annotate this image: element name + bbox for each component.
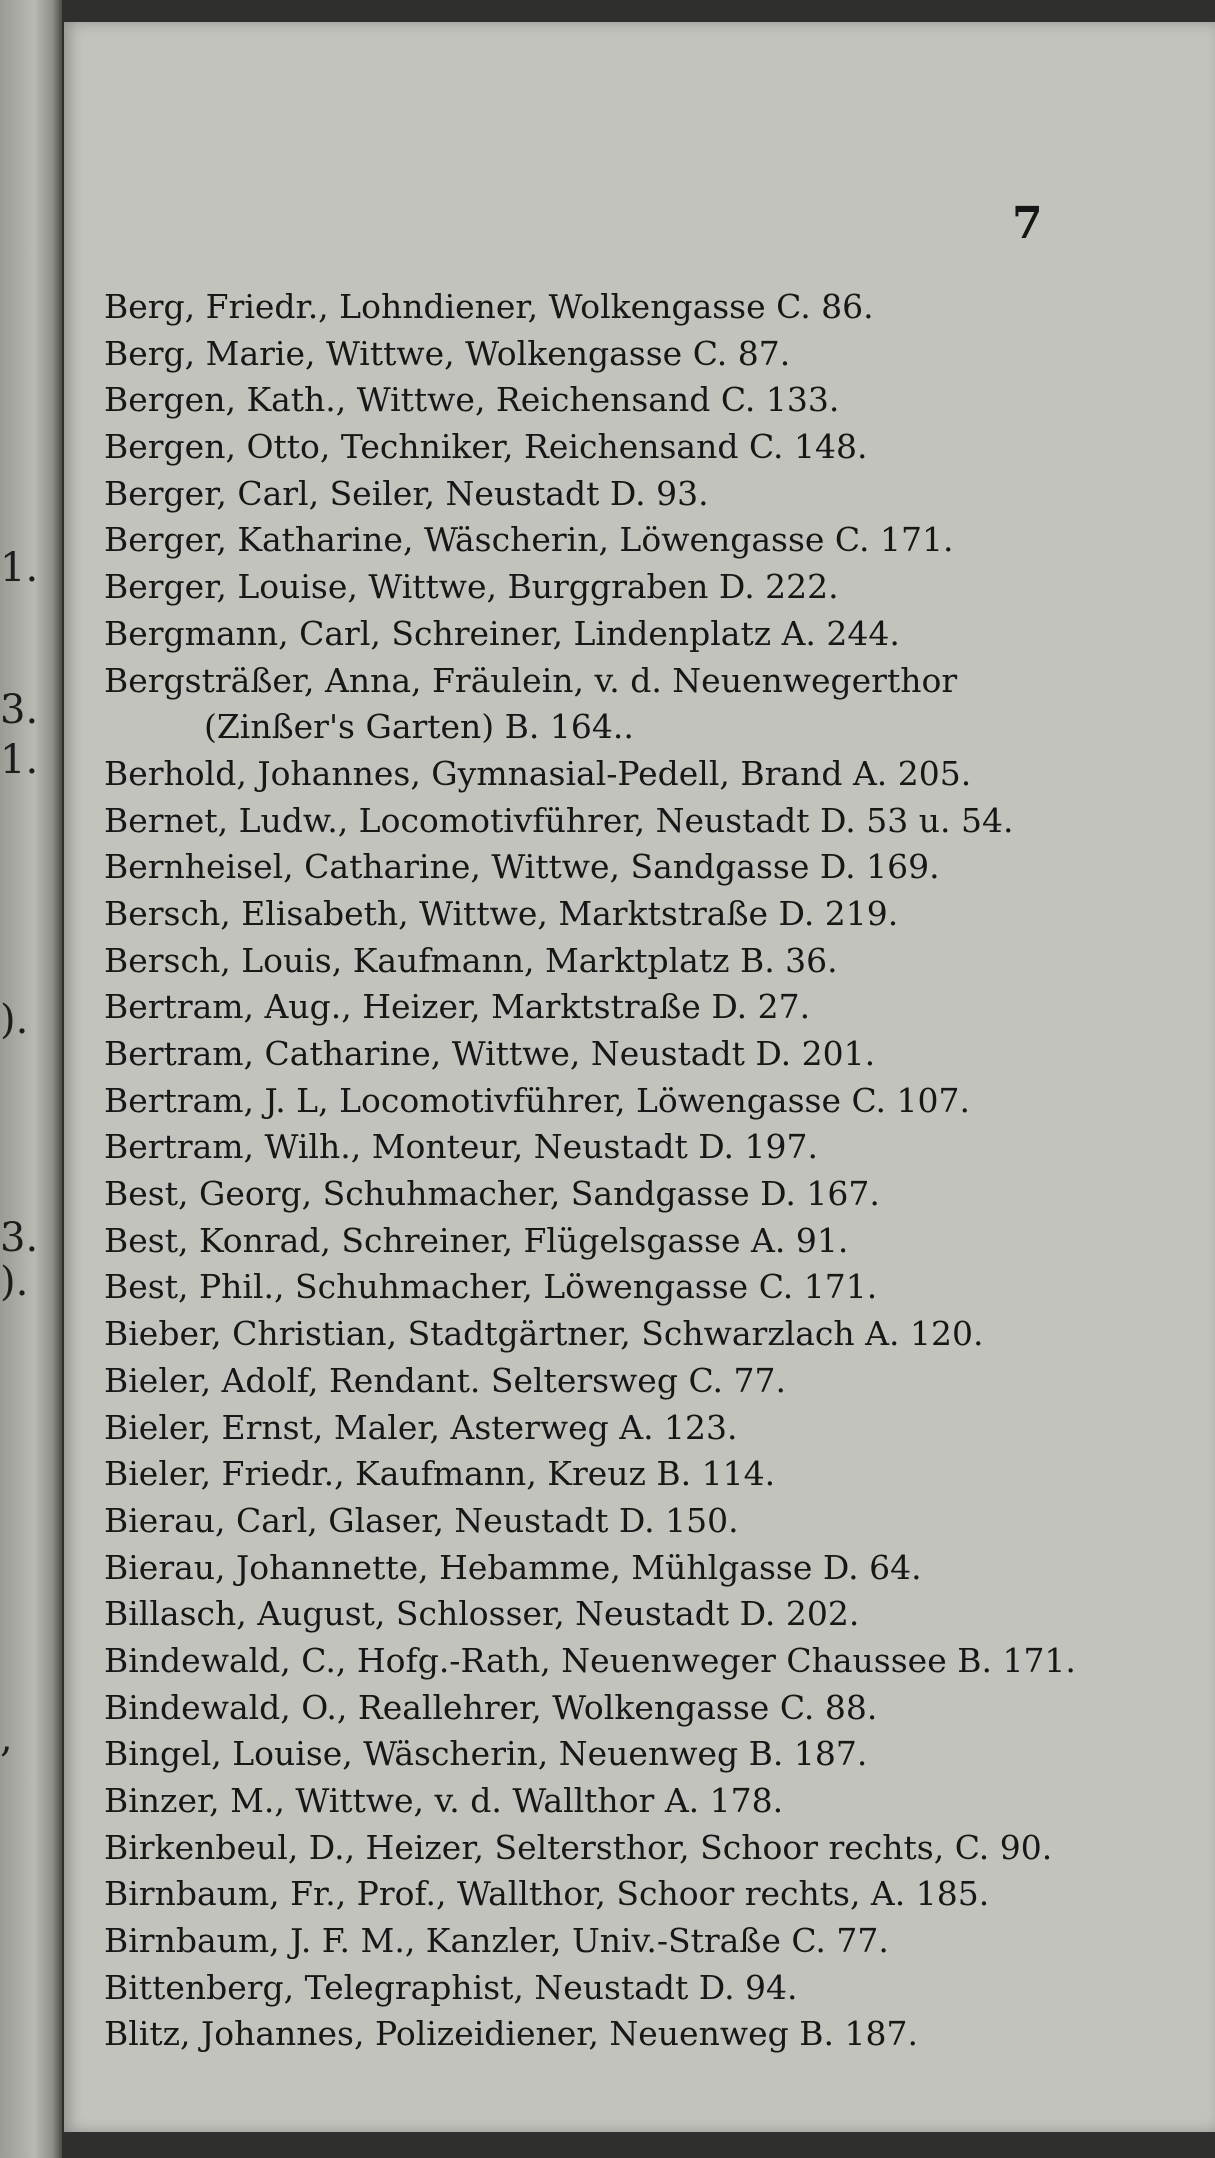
address-entry: Bertram, Aug., Heizer, Marktstraße D. 27. bbox=[104, 987, 811, 1027]
address-entry: Billasch, August, Schlosser, Neustadt D. 202. bbox=[104, 1594, 860, 1634]
margin-fragment: 3. bbox=[0, 687, 39, 733]
address-entry: Best, Georg, Schuhmacher, Sandgasse D. 167. bbox=[104, 1174, 880, 1214]
margin-fragment: 1. bbox=[0, 545, 39, 591]
address-entry: Bergmann, Carl, Schreiner, Lindenplatz A. 244. bbox=[104, 613, 900, 653]
page-number: 7 bbox=[1012, 198, 1043, 249]
address-entry: Best, Konrad, Schreiner, Flügelsgasse A. 91. bbox=[104, 1220, 849, 1260]
previous-page-edge bbox=[0, 0, 62, 2158]
address-entry: Berger, Katharine, Wäscherin, Löwengasse C. 171. bbox=[104, 520, 954, 560]
address-entry: Bierau, Johannette, Hebamme, Mühlgasse D. 64. bbox=[104, 1547, 922, 1587]
margin-fragment: , bbox=[0, 1715, 13, 1761]
address-entry: Bertram, J. L, Locomotivführer, Löwengasse C. 107. bbox=[104, 1080, 971, 1120]
margin-fragment: 1. bbox=[0, 737, 39, 783]
address-entry: Bergen, Kath., Wittwe, Reichensand C. 133. bbox=[104, 380, 840, 420]
address-entry: Bertram, Catharine, Wittwe, Neustadt D. 201. bbox=[104, 1034, 876, 1073]
address-entry: Bergen, Otto, Techniker, Reichensand C. 148. bbox=[104, 427, 868, 467]
address-entry: Bindewald, C., Hofg.-Rath, Neuenweger Chaussee B. 171. bbox=[104, 1640, 1076, 1680]
address-entry: Bindewald, O., Reallehrer, Wolkengasse C. 88. bbox=[104, 1687, 878, 1727]
address-entry: Bernet, Ludw., Locomotivführer, Neustadt D. 53 u. 54. bbox=[104, 800, 1014, 840]
address-entry: Bingel, Louise, Wäscherin, Neuenweg B. 187. bbox=[104, 1734, 868, 1774]
address-entry-continuation: (Zinßer's Garten) B. 164.. bbox=[204, 707, 634, 747]
address-entry: Berhold, Johannes, Gymnasial-Pedell, Brand A. 205. bbox=[104, 753, 972, 793]
address-entry: Berg, Marie, Wittwe, Wolkengasse C. 87. bbox=[104, 333, 791, 373]
margin-fragment: ). bbox=[0, 1259, 29, 1305]
address-entry: Bersch, Elisabeth, Wittwe, Marktstraße D. 219. bbox=[104, 893, 899, 933]
address-entry: Birnbaum, J. F. M., Kanzler, Univ.-Straße C. 77. bbox=[104, 1921, 889, 1961]
address-entry: Binzer, M., Wittwe, v. d. Wallthor A. 178. bbox=[104, 1781, 784, 1820]
address-entry: Bieler, Friedr., Kaufmann, Kreuz B. 114. bbox=[104, 1454, 776, 1494]
address-entry: Bertram, Wilh., Monteur, Neustadt D. 197. bbox=[104, 1127, 818, 1167]
address-entry: Bieler, Ernst, Maler, Asterweg A. 123. bbox=[104, 1407, 738, 1447]
address-entry: Berger, Carl, Seiler, Neustadt D. 93. bbox=[104, 473, 709, 513]
address-entry: Bergsträßer, Anna, Fräulein, v. d. Neuenwegerthor bbox=[104, 660, 958, 700]
address-entry: Blitz, Johannes, Polizeidiener, Neuenweg B. 187. bbox=[104, 2014, 918, 2054]
address-entry: Bersch, Louis, Kaufmann, Marktplatz B. 36. bbox=[104, 940, 838, 980]
address-entry: Bieber, Christian, Stadtgärtner, Schwarzlach A. 120. bbox=[104, 1314, 984, 1354]
address-entry: Birnbaum, Fr., Prof., Wallthor, Schoor rechts, A. 185. bbox=[104, 1874, 990, 1914]
address-entry: Berg, Friedr., Lohndiener, Wolkengasse C. 86. bbox=[104, 287, 874, 326]
margin-fragment: 3. bbox=[0, 1215, 39, 1261]
address-entry: Bieler, Adolf, Rendant. Seltersweg C. 77. bbox=[104, 1360, 786, 1400]
margin-fragment: ). bbox=[0, 997, 29, 1043]
address-entry: Bierau, Carl, Glaser, Neustadt D. 150. bbox=[104, 1500, 739, 1540]
directory-page bbox=[64, 22, 1215, 2132]
address-entry: Best, Phil., Schuhmacher, Löwengasse C. 171. bbox=[104, 1267, 878, 1307]
address-entry-list bbox=[104, 284, 1184, 2058]
address-entry: Bernheisel, Catharine, Wittwe, Sandgasse D. 169. bbox=[104, 847, 940, 887]
address-entry: Birkenbeul, D., Heizer, Seltersthor, Schoor rechts, C. 90. bbox=[104, 1827, 1053, 1867]
address-entry: Berger, Louise, Wittwe, Burggraben D. 222. bbox=[104, 567, 839, 607]
address-entry: Bittenberg, Telegraphist, Neustadt D. 94. bbox=[104, 1967, 798, 2007]
